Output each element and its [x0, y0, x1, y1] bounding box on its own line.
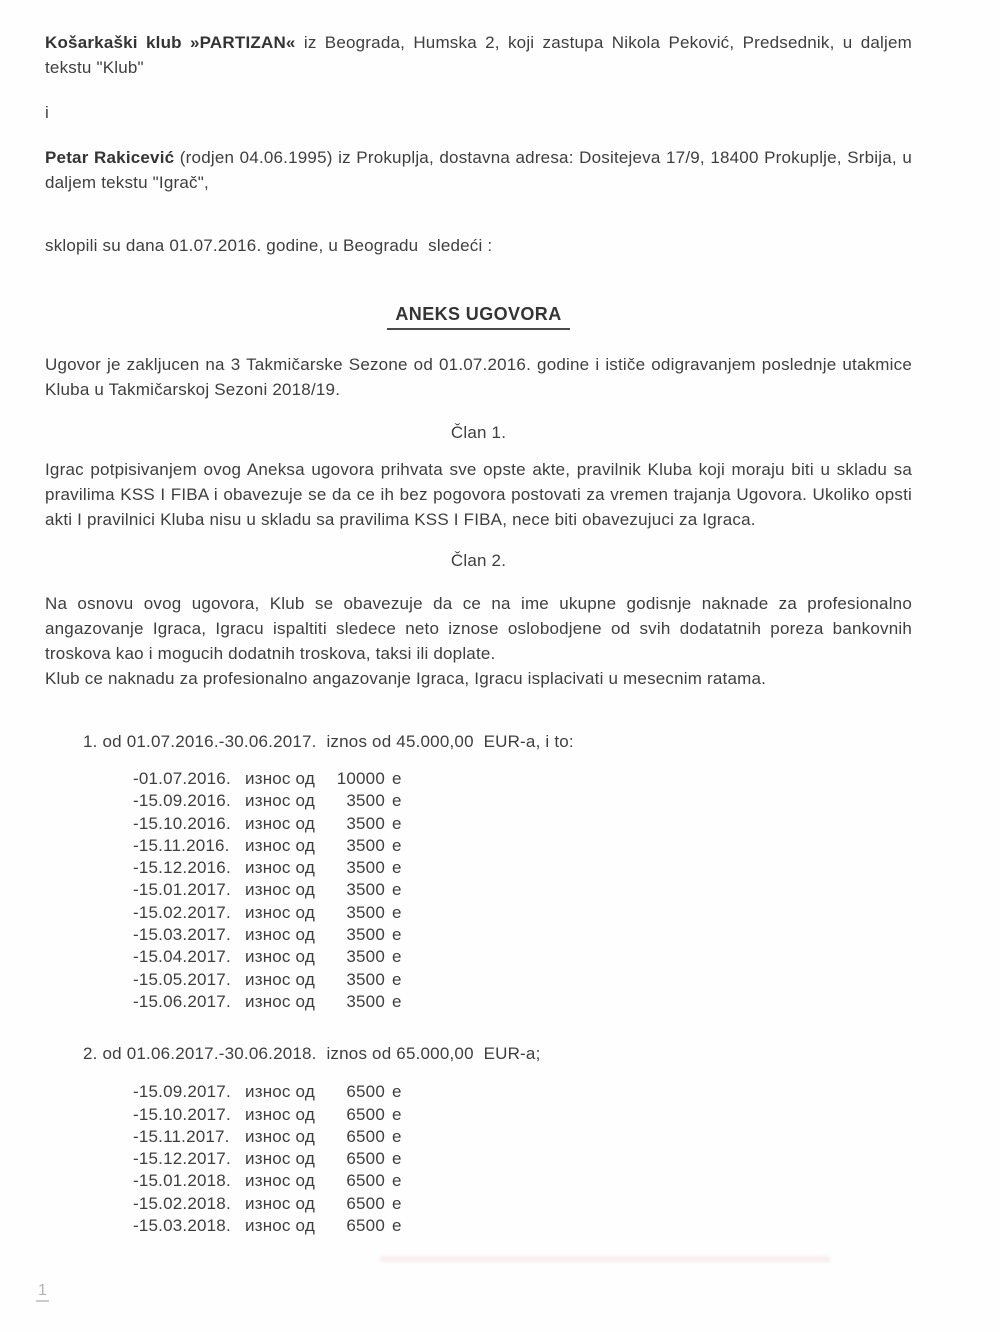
payment-amount: 3500: [346, 969, 385, 989]
payment-label: износ од: [245, 813, 315, 833]
payment-label: износ од: [245, 791, 315, 811]
payment-currency: e: [392, 791, 402, 811]
payment-amount: 3500: [346, 947, 385, 967]
payment-row: [133, 1126, 912, 1148]
payment-row: [133, 1193, 912, 1215]
payment-row: [133, 924, 912, 946]
payment-amount: 10000: [336, 769, 385, 788]
payment-label: износ од: [245, 1216, 315, 1236]
payment-amount: 6500: [346, 1193, 385, 1213]
club-name: Košarkaški klub »PARTIZAN«: [45, 33, 296, 52]
payment-date: -15.01.2018.: [133, 1171, 231, 1191]
article-2-body: [45, 591, 912, 691]
payment-date: -15.02.2018.: [133, 1193, 231, 1213]
payment-row: [133, 1104, 912, 1126]
player-details: (rodjen 04.06.1995) iz Prokuplja, dostavna adresa: Dositejeva 17/9, 18400 Prokuplje, Srbija, u daljem tekstu "Igrač",: [45, 148, 912, 192]
payment-row: [133, 1215, 912, 1237]
payment-date: -15.03.2018.: [133, 1216, 231, 1236]
payment-currency: e: [392, 1171, 402, 1191]
payment-currency: e: [392, 947, 402, 967]
payment-row: [133, 835, 912, 857]
player-name: Petar Rakicević: [45, 148, 175, 167]
payment-currency: e: [392, 835, 402, 855]
payment-label: износ од: [245, 880, 315, 900]
payment-amount: 6500: [346, 1149, 385, 1169]
payment-currency: e: [392, 991, 402, 1011]
payment-date: -15.02.2017.: [133, 902, 231, 922]
payment-label: износ од: [245, 1126, 315, 1146]
payment-date: -15.04.2017.: [133, 947, 231, 967]
party-club-paragraph: [45, 30, 912, 80]
payment-label: износ од: [245, 991, 315, 1011]
article-2-paragraph-1: Na osnovu ovog ugovora, Klub se obavezuje da ce na ime ukupne godisnje naknade za profesionalno angazovanje Igraca, Igracu ispaltiti sledece neto iznose oslobodjene od svih dodatatnih poreza bankovnih troskova kao i mogucih dodatnih troskova, taksi ili doplate.: [45, 594, 912, 663]
page-number: 1: [36, 1282, 49, 1302]
club-details: iz Beograda, Humska 2, koji zastupa Nikola Peković, Predsednik, u daljem tekstu "Klub": [45, 33, 912, 77]
document-title-row: [45, 302, 912, 330]
payment-schedule-season-1: [133, 768, 912, 1013]
payment-label: износ од: [245, 1149, 315, 1169]
payment-label: износ од: [245, 925, 315, 945]
payment-date: -15.12.2016.: [133, 858, 231, 878]
payment-amount: 3500: [346, 835, 385, 855]
payment-date: -15.06.2017.: [133, 991, 231, 1011]
payment-amount: 3500: [346, 925, 385, 945]
payment-label: износ од: [245, 969, 315, 989]
payment-label: износ од: [245, 835, 315, 855]
document-title: ANEKS UGOVORA: [387, 302, 569, 330]
payment-row: [133, 857, 912, 879]
payment-amount: 3500: [346, 791, 385, 811]
payment-amount: 3500: [346, 813, 385, 833]
season-2-header: 2. od 01.06.2017.-30.06.2018. iznos od 65.000,00 EUR-a;: [83, 1044, 541, 1064]
payment-date: -15.12.2017.: [133, 1149, 231, 1169]
payment-currency: e: [392, 1082, 402, 1102]
payment-amount: 6500: [346, 1216, 385, 1236]
season-1-header: 1. od 01.07.2016.-30.06.2017. iznos od 45.000,00 EUR-a, i to:: [83, 732, 574, 751]
scan-artifact-smudge: [380, 1257, 830, 1261]
payment-row: [133, 1170, 912, 1192]
payment-row: [133, 813, 912, 835]
article-1-body: Igrac potpisivanjem ovog Aneksa ugovora prihvata sve opste akte, pravilnik Kluba koji moraju biti u skladu sa pravilima KSS I FIBA i obavezuje se da ce ih bez pogovora postovati za vremen trajanja Ugovora. Ukoliko opsti akti I pravilnici Kluba nisu u skladu sa pravilima KSS I FIBA, nece biti obavezujuci za Igraca.: [45, 460, 912, 529]
payment-currency: e: [392, 1216, 402, 1236]
payment-amount: 3500: [346, 880, 385, 900]
payment-date: -15.01.2017.: [133, 880, 231, 900]
duration-clause: Ugovor je zakljucen na 3 Takmičarske Sezone od 01.07.2016. godine i ističe odigravanjem poslednje utakmice Kluba u Takmičarskoj Sezoni 2018/19.: [45, 355, 912, 399]
payment-currency: e: [392, 969, 402, 989]
payment-currency: e: [392, 1149, 402, 1169]
payment-currency: e: [392, 925, 402, 945]
payment-date: -15.09.2016.: [133, 791, 231, 811]
payment-row: [133, 946, 912, 968]
payment-amount: 6500: [346, 1171, 385, 1191]
payment-amount: 6500: [346, 1082, 385, 1102]
payment-label: износ од: [245, 902, 315, 922]
payment-row: [133, 879, 912, 901]
payment-row: [133, 991, 912, 1013]
payment-row: [133, 790, 912, 812]
payment-amount: 3500: [346, 991, 385, 1011]
payment-date: -15.03.2017.: [133, 925, 231, 945]
party-player-paragraph: [45, 145, 912, 195]
article-1-heading: Član 1.: [450, 423, 507, 442]
payment-date: -15.10.2016.: [133, 813, 231, 833]
payment-row: [133, 1081, 912, 1103]
payment-currency: e: [392, 813, 402, 833]
payment-date: -15.11.2017.: [133, 1126, 230, 1146]
payment-currency: e: [392, 1126, 402, 1146]
payment-amount: 3500: [346, 858, 385, 878]
payment-row: [133, 768, 912, 790]
payment-label: износ од: [245, 1104, 315, 1124]
article-2-paragraph-2: Klub ce naknadu za profesionalno angazovanje Igraca, Igracu isplacivati u mesecnim ratama.: [45, 669, 767, 688]
payment-currency: e: [392, 769, 402, 788]
payment-label: износ од: [245, 769, 315, 788]
payment-currency: e: [392, 1104, 402, 1124]
payment-currency: e: [392, 1193, 402, 1213]
payment-row: [133, 969, 912, 991]
payment-label: износ од: [245, 1171, 315, 1191]
payment-currency: e: [392, 858, 402, 878]
payment-amount: 3500: [346, 902, 385, 922]
payment-date: -15.10.2017.: [133, 1104, 231, 1124]
payment-currency: e: [392, 880, 402, 900]
payment-label: износ од: [245, 858, 315, 878]
payment-schedule-season-2: [133, 1081, 912, 1237]
payment-date: -15.09.2017.: [133, 1082, 231, 1102]
conjunction: i: [45, 103, 49, 122]
payment-date: -15.11.2016.: [133, 835, 230, 855]
payment-amount: 6500: [346, 1104, 385, 1124]
payment-label: износ од: [245, 1193, 315, 1213]
conclusion-line: sklopili su dana 01.07.2016. godine, u Beogradu sledeći :: [45, 236, 493, 255]
payment-amount: 6500: [346, 1126, 385, 1146]
payment-label: износ од: [245, 947, 315, 967]
payment-row: [133, 902, 912, 924]
payment-date: -01.07.2016.: [133, 769, 231, 788]
payment-row: [133, 1148, 912, 1170]
payment-date: -15.05.2017.: [133, 969, 231, 989]
article-2-heading: Član 2.: [450, 551, 507, 570]
payment-label: износ од: [245, 1082, 315, 1102]
payment-currency: e: [392, 902, 402, 922]
